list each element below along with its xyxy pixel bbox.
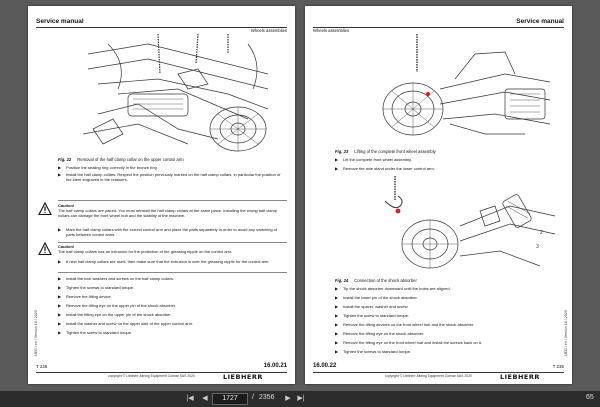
figure-22-caption <box>58 157 184 162</box>
page-separator: / <box>252 394 254 401</box>
step-text: Remove the lifting eye on the shock absorber. <box>343 331 425 336</box>
figure-24-number: Fig. 24 <box>335 278 349 283</box>
caution-rule-bottom <box>58 272 287 273</box>
liebherr-logo: LIEBHERR <box>223 373 263 381</box>
warning-triangle-icon <box>38 242 52 256</box>
copyright: copyright © Liebherr-Mining Equipment Colmar SAS 2020 <box>108 374 195 378</box>
viewer-toolbar <box>0 391 600 407</box>
header-title: Service manual <box>516 18 564 25</box>
step-text: If new half clamp collars are used, then make sure that the extrusion is over the greasing nipple for the control arm. <box>66 259 270 264</box>
highlight-marker <box>396 209 401 214</box>
side-version-text: UEG / en / Version 16 / 2020 <box>564 310 568 356</box>
left-page <box>28 6 295 384</box>
next-page-icon[interactable]: ▶ <box>285 395 291 402</box>
caution-2-body: The half clamp collars has an extrusion for the protection of the greasing nipple on the control arm. <box>58 249 233 254</box>
header-rule <box>36 27 287 28</box>
svg-text:2: 2 <box>540 230 543 236</box>
step-item: ▶ Install the lower pin of the shock absorber. <box>335 295 418 300</box>
figure-22-illustration <box>78 34 278 154</box>
figure-24-illustration <box>360 176 560 276</box>
step-text: Remove the lifting eye on the upper pin of the shock absorber. <box>66 303 177 308</box>
caution-1-body: The half clamp collars are paired. You must reinstall the half clamp collars at the same place. Installing the wrong half clamp collars can damage the front wheel hub and the stability of the machine. <box>58 208 277 218</box>
liebherr-logo: LIEBHERR <box>500 373 540 381</box>
step-text: Tighten the screws to standard torque. <box>343 349 412 354</box>
svg-text:3: 3 <box>536 244 539 250</box>
step-text: Install the lifting eye on the upper pin of the shock absorber. <box>66 312 172 317</box>
step-item: ▶ Install the lifting eye on the upper pin of the shock absorber. <box>58 312 172 317</box>
step-text: Install the spacer, washer and screw. <box>343 304 409 309</box>
figure-22-title: Removal of the half clamp collar on the upper control arm <box>77 157 184 162</box>
caution-1 <box>58 203 287 218</box>
zoom-level[interactable]: 65 <box>586 394 594 401</box>
step-item: ▶ Remove the axle stand under the lower control arm. <box>335 166 435 171</box>
step-item: ▶ Tip the shock absorber downward until the holes are aligned. <box>335 286 451 291</box>
footer-page-number: 16.00.21 <box>263 363 287 369</box>
step-text: Lift the complete front wheel assembly. <box>343 157 412 162</box>
step-text: Tighten the screw to standard torque. <box>66 330 133 335</box>
step-item: ▶ Tighten the screws to standard torque. <box>335 349 412 354</box>
copyright: copyright © Liebherr-Mining Equipment Colmar SAS 2020 <box>385 374 472 378</box>
header-subtitle: Wheels assemblies <box>313 28 350 33</box>
step-text: Install the lower pin of the shock absorber. <box>343 295 418 300</box>
step-text: Position the sealing ring correctly in the bronze ring. <box>66 165 158 170</box>
figure-23-caption <box>335 149 436 154</box>
figure-24-caption <box>335 278 417 283</box>
warning-triangle-icon <box>38 202 52 216</box>
figure-23-illustration <box>355 34 555 146</box>
step-text: Install the washer and screw on the upper side of the upper control arm. <box>66 321 194 326</box>
step-text: Tighten the screw to standard torque. <box>343 313 410 318</box>
last-page-icon[interactable]: ▶| <box>297 395 305 402</box>
step-item: ▶ Install the spacer, washer and screw. <box>335 304 409 309</box>
step-text: Remove the axle stand under the lower control arm. <box>343 166 435 171</box>
step-text: Tip the shock absorber downward until the holes are aligned. <box>343 286 451 291</box>
step-text: Install the half clamp collars. Respect the position previously marked on the half clamp collars, in particular the position of the ident engraved in the retainers. <box>66 172 281 182</box>
prev-page-icon[interactable]: ◀ <box>202 395 208 402</box>
caution-2 <box>58 244 287 254</box>
step-text: Remove the lifting device. <box>66 294 112 299</box>
step-text: Remove the lifting eye on the front wheel hub and install the screws back on it. <box>343 340 482 345</box>
step-item: ▶ Install the lock washers and screws on the half clamp collars. <box>58 276 175 281</box>
footer-right: T 236 <box>552 364 564 369</box>
figure-22-number: Fig. 22 <box>58 157 72 162</box>
highlight-marker <box>426 92 430 96</box>
header-rule <box>313 27 564 28</box>
footer-page-number: 16.00.22 <box>313 363 337 369</box>
first-page-icon[interactable]: |◀ <box>186 395 194 402</box>
step-item: ▶ Lift the complete front wheel assembly. <box>335 157 412 162</box>
step-text: Tighten the screws to standard torque. <box>66 285 135 290</box>
step-text: Remove the lifting devices on the front wheel hub and the shock absorber. <box>343 322 475 327</box>
total-pages: 2356 <box>259 394 275 401</box>
step-item: ▶ Tighten the screw to standard torque. <box>58 330 133 335</box>
figure-24-title: Connection of the shock absorber <box>354 278 417 283</box>
caution-1-title: Caution! <box>58 203 75 208</box>
step-item: ▶ Remove the lifting eye on the front wheel hub and install the screws back on it. <box>335 340 482 345</box>
step-mark-collars: ▶ Mark the half clamp collars with the correct control arm and place the parts separately in order to avoid any switching of parts between control arms. <box>58 227 277 237</box>
step-item: ▶ Tighten the screws to standard torque. <box>58 285 135 290</box>
step-item: ▶ Remove the lifting devices on the front wheel hub and the shock absorber. <box>335 322 475 327</box>
side-version-text: UEG / en / Version 16 / 2020 <box>34 310 38 356</box>
header-title: Service manual <box>36 18 84 25</box>
step-position-sealing: ▶ Position the sealing ring correctly in the bronze ring. <box>58 165 158 170</box>
right-page <box>305 6 572 384</box>
page-number-input[interactable]: 1727 <box>212 393 248 405</box>
step-item: ▶ Install the washer and screw on the upper side of the upper control arm. <box>58 321 194 326</box>
step-install-collars: ▶ Install the half clamp collars. Respect the position previously marked on the half clamp collars, in particular the position of the ident engraved in the retainers. <box>58 172 281 182</box>
step-item: ▶ Remove the lifting eye on the upper pin of the shock absorber. <box>58 303 177 308</box>
step-text: Mark the half clamp collars with the correct control arm and place the parts separately in order to avoid any switching of parts between control arms. <box>66 227 277 237</box>
caution-rule-top <box>58 200 287 201</box>
step-new-collars: ▶ If new half clamp collars are used, then make sure that the extrusion is over the greasing nipple for the control arm. <box>58 259 270 264</box>
header-subtitle: Wheels assemblies <box>250 28 287 33</box>
caution-rule-mid <box>58 242 287 243</box>
step-item: ▶ Tighten the screw to standard torque. <box>335 313 410 318</box>
figure-23-number: Fig. 23 <box>335 149 349 154</box>
step-text: Install the lock washers and screws on the half clamp collars. <box>66 276 175 281</box>
step-item: ▶ Remove the lifting eye on the shock absorber. <box>335 331 425 336</box>
footer-left: T 236 <box>36 364 48 369</box>
caution-2-title: Caution! <box>58 244 75 249</box>
step-item: ▶ Remove the lifting device. <box>58 294 112 299</box>
figure-23-title: Lifting of the complete front wheel assembly <box>354 149 436 154</box>
